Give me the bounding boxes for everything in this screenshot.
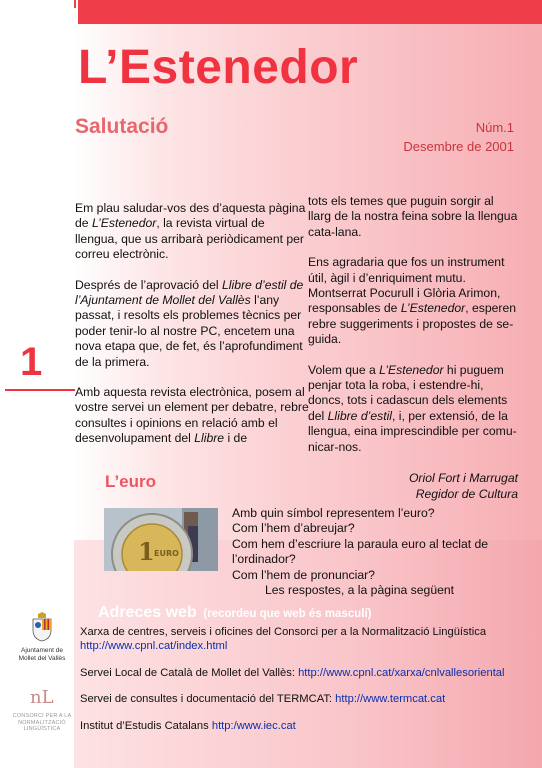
page-number-underline bbox=[5, 389, 75, 391]
link-item-termcat bbox=[80, 693, 530, 707]
issue-date: Desembre de 2001 bbox=[403, 139, 514, 154]
page-number: 1 bbox=[20, 340, 43, 384]
signature-role: Regidor de Cultura bbox=[415, 487, 518, 502]
coin-numeral: 1 bbox=[138, 537, 155, 566]
link-url[interactable]: http://www.cpnl.cat/xarxa/cnlvallesoriental bbox=[298, 666, 505, 679]
issue-number: Núm.1 bbox=[475, 120, 514, 135]
link-description: Servei Local de Català de Mollet del Vallès: bbox=[80, 666, 299, 679]
euro-coin-illustration bbox=[104, 508, 218, 571]
ajuntament-caption: Ajuntament de Mollet del Vallès bbox=[18, 647, 66, 662]
link-url[interactable]: http:/www.iec.cat bbox=[211, 720, 296, 733]
euro-question-2: Com l’hem d’abreujar? bbox=[232, 521, 355, 536]
link-description: Xarxa de centres, serveis i oficines del Consorci per a la Normalització Lingüística bbox=[80, 626, 487, 638]
paragraph: Amb aquesta revista electrònica, posem al vostre servei un element per debatre, rebre consultes i opinions en relació amb el desenvolupament del Llibre i de bbox=[75, 385, 309, 446]
coin-label: EURO bbox=[154, 549, 179, 558]
euro-question-3: Com hem d’escriure la paraula euro al teclat de l’ordinador? bbox=[232, 536, 489, 567]
web-heading-sub: (recordeu que web és masculí) bbox=[203, 608, 372, 620]
link-description: Institut d’Estudis Catalans bbox=[80, 720, 212, 733]
link-item-mollet bbox=[80, 667, 530, 681]
paragraph: tots els temes que puguin sorgir al llarg de la nostra feina sobre la llengua cata-lana. bbox=[308, 194, 518, 239]
link-url[interactable]: http://www.cpnl.cat/index.html bbox=[80, 639, 228, 652]
signature bbox=[308, 470, 518, 502]
consorci-logo bbox=[12, 684, 72, 733]
link-item-cpnl-network bbox=[80, 626, 530, 654]
section-heading-web bbox=[98, 596, 371, 624]
left-text-column bbox=[75, 201, 310, 462]
italic-title: L’Estenedor bbox=[379, 362, 444, 377]
section-heading-euro: L’euro bbox=[105, 472, 157, 491]
link-url[interactable]: http://www.termcat.cat bbox=[335, 693, 446, 706]
right-paragraphs bbox=[308, 194, 518, 455]
web-links-list bbox=[80, 626, 530, 747]
right-text-column bbox=[308, 194, 518, 502]
cpnl-mark-icon bbox=[27, 684, 57, 708]
euro-question-1: Amb quin símbol representem l’euro? bbox=[232, 506, 435, 520]
euro-question-4: Com l’hem de pronunciar? bbox=[232, 567, 375, 582]
link-item-iec bbox=[80, 720, 530, 734]
top-tick-mark bbox=[74, 0, 76, 8]
web-heading-main: Adreces web bbox=[98, 604, 197, 621]
issue-info bbox=[403, 118, 514, 156]
italic-title: L’Estenedor bbox=[400, 301, 466, 316]
coat-of-arms-icon bbox=[30, 612, 54, 642]
cpnl-mark-text: nL bbox=[30, 687, 54, 708]
newsletter-title: L’Estenedor bbox=[78, 41, 359, 94]
italic-title: Llibre d’estil bbox=[327, 408, 393, 423]
italic-title: Llibre d’estil de l’Ajuntament de Mollet del Vallès bbox=[75, 277, 304, 308]
paragraph: Em plau saludar-vos des d’aquesta pàgina de L’Estenedor, la revista virtual de llengua, que us arribarà periòdicament per correu electrònic. bbox=[75, 201, 306, 262]
paragraph: Volem que a L’Estenedor hi puguem penjar tota la roba, i estendre-hi, doncs, tots i cadascun dels elements del Llibre d’estil, i, per extensió, de la llengua, eina imprescindible per comu-nicar-nos. bbox=[308, 362, 517, 454]
italic-title: Llibre bbox=[194, 431, 225, 446]
link-description: Servei de consultes i documentació del TERMCAT: bbox=[80, 693, 336, 706]
consorci-caption: CONSORCI PER A LA NORMALITZACIÓ LINGÜÍSTICA bbox=[12, 713, 72, 732]
euro-answer-note: Les respostes, a la pàgina següent bbox=[265, 583, 455, 598]
euro-coin-photo bbox=[104, 508, 218, 571]
section-heading-salutacio: Salutació bbox=[75, 115, 169, 138]
ajuntament-logo bbox=[12, 612, 72, 663]
top-header-bar bbox=[78, 0, 542, 24]
signature-name: Oriol Fort i Marrugat bbox=[408, 471, 518, 486]
euro-questions bbox=[232, 506, 512, 598]
paragraph: Després de l’aprovació del Llibre d’estil de l’Ajuntament de Mollet del Vallès l’any passat, i resolts els problemes tècnics per poder tenir-lo al nostre PC, encetem una nova etapa que, de fet, és l’aprofundiment de la primera. bbox=[75, 277, 304, 369]
italic-title: L’Estenedor bbox=[91, 216, 157, 231]
paragraph: Ens agradaria que fos un instrument útil, àgil i d’enriquiment mutu. Montserrat Pocurull i Glòria Arimon, responsables de L’Estenedor, esperen rebre suggeriments i propostes de se-guida. bbox=[308, 255, 517, 347]
